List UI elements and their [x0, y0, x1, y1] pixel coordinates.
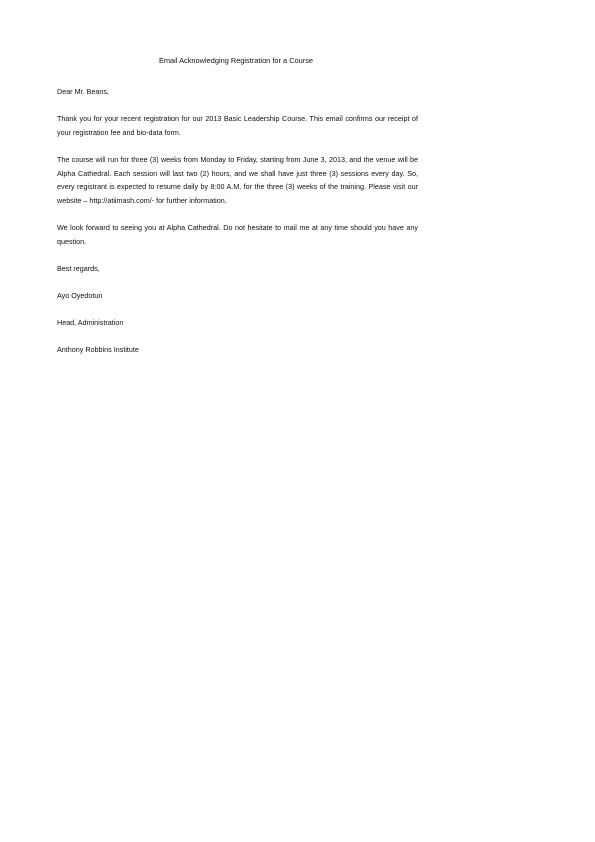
paragraph-course-details: The course will run for three (3) weeks from Monday to Friday, starting from June 3, 2013, and the venue will be Alpha Cathedral. Each session will last two (2) hours, and we shall have just three (3) sessions every day. So, every registrant is expected to resume daily by 8:00 A.M. for the three (3) weeks of the training. Please visit our website – http://atiimash.com/- for further information. [57, 154, 418, 205]
salutation: Dear Mr. Beans, [57, 87, 109, 96]
signer-title: Head, Administration [57, 318, 124, 328]
document-title: Email Acknowledging Registration for a Course [158, 56, 314, 65]
closing: Best regards, [57, 263, 100, 273]
organization-name: Anthony Robbins Institute [57, 345, 139, 355]
signer-name: Ayo Oyedotun [57, 290, 103, 300]
letter-body [57, 85, 418, 370]
paragraph-closing-remarks: We look forward to seeing you at Alpha Cathedral. Do not hesitate to mail me at any time should you have any question. [57, 222, 418, 246]
paragraph-registration: Thank you for your recent registration for our 2013 Basic Leadership Course. This email confirms our receipt of your registration fee and bio-data form. [57, 114, 418, 137]
